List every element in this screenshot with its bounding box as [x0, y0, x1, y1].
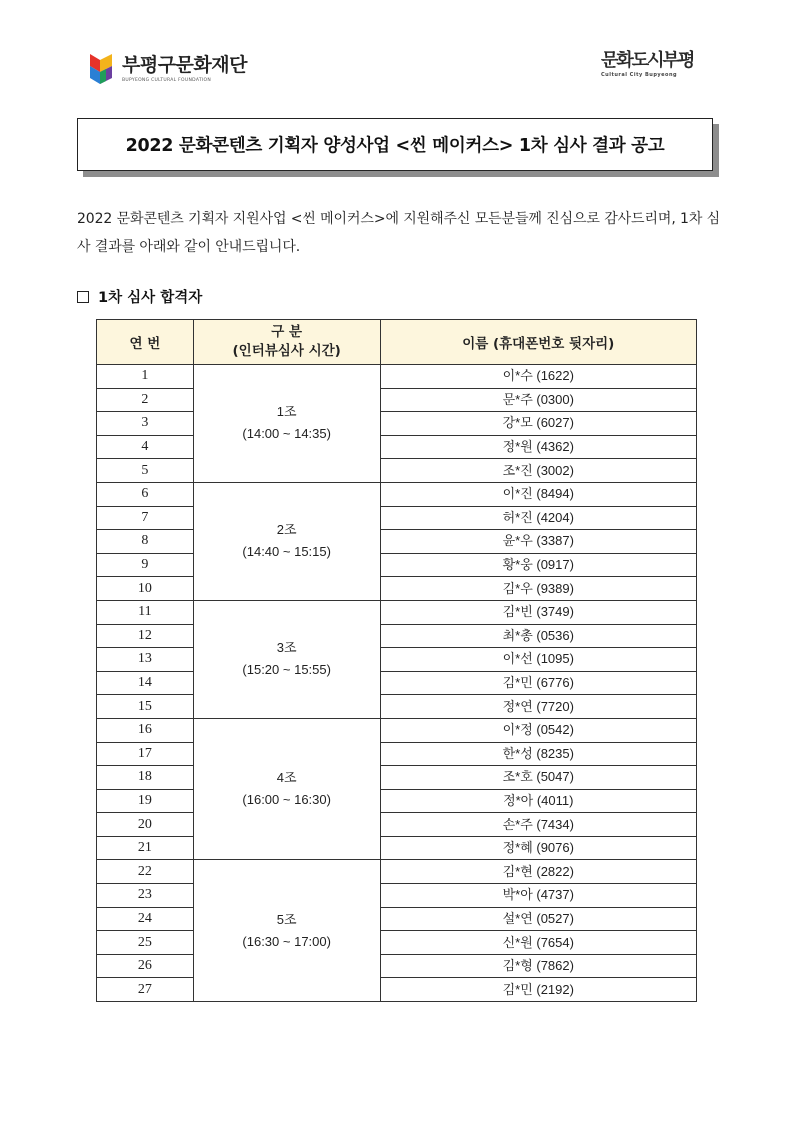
table-row [97, 624, 697, 648]
table-row [97, 435, 697, 459]
foundation-logo [88, 49, 247, 89]
applicant-name: 김*우 (9389) [380, 577, 696, 601]
table-row [97, 671, 697, 695]
group-label: 5조 [276, 911, 297, 927]
applicant-name: 강*모 (6027) [380, 412, 696, 436]
table-row [97, 718, 697, 742]
group-label: 4조 [276, 770, 297, 786]
row-number: 14 [97, 671, 194, 695]
table-row [97, 459, 697, 483]
group-cell [193, 365, 380, 483]
row-number: 2 [97, 388, 194, 412]
row-number: 10 [97, 577, 194, 601]
row-number: 22 [97, 860, 194, 884]
applicant-name: 이*진 (8494) [380, 482, 696, 506]
page-title: 2022 문화콘텐츠 기획자 양성사업 <씬 메이커스> 1차 심사 결과 공고 [125, 136, 665, 156]
row-number: 23 [97, 884, 194, 908]
row-number: 9 [97, 553, 194, 577]
applicant-name: 이*수 (1622) [380, 365, 696, 389]
applicant-name: 윤*우 (3387) [380, 530, 696, 554]
applicant-name: 김*민 (2192) [380, 978, 696, 1002]
row-number: 13 [97, 648, 194, 672]
table-row [97, 530, 697, 554]
header-group-label: 구 분 [271, 324, 303, 340]
table-row [97, 577, 697, 601]
city-logo [601, 50, 701, 78]
group-label: 1조 [276, 404, 297, 420]
row-number: 24 [97, 907, 194, 931]
table-row [97, 860, 697, 884]
applicant-name: 최*총 (0536) [380, 624, 696, 648]
group-label: 2조 [276, 522, 297, 538]
applicant-name: 한*성 (8235) [380, 742, 696, 766]
header-group-sub: (인터뷰심사 시간) [232, 343, 341, 359]
title-box [77, 118, 713, 171]
row-number: 25 [97, 931, 194, 955]
table-row [97, 506, 697, 530]
applicant-name: 허*진 (4204) [380, 506, 696, 530]
applicant-name: 김*민 (6776) [380, 671, 696, 695]
section-title: 1차 심사 합격자 [98, 290, 203, 306]
group-cell [193, 860, 380, 1002]
table-row [97, 978, 697, 1002]
row-number: 7 [97, 506, 194, 530]
group-time: (15:20 ~ 15:55) [242, 662, 331, 678]
row-number: 16 [97, 718, 194, 742]
section-heading [77, 286, 202, 307]
row-number: 5 [97, 459, 194, 483]
row-number: 20 [97, 813, 194, 837]
group-time: (16:00 ~ 16:30) [242, 792, 331, 808]
applicant-name: 정*혜 (9076) [380, 836, 696, 860]
group-cell [193, 482, 380, 600]
table-row [97, 648, 697, 672]
city-name: 문화도시부평 [601, 50, 694, 71]
row-number: 17 [97, 742, 194, 766]
table-row [97, 482, 697, 506]
table-row [97, 553, 697, 577]
table-row [97, 600, 697, 624]
group-cell [193, 718, 380, 860]
table-row [97, 789, 697, 813]
table-row [97, 836, 697, 860]
applicant-name: 이*선 (1095) [380, 648, 696, 672]
table-header-row [97, 320, 697, 365]
applicant-name: 김*현 (2822) [380, 860, 696, 884]
table-row [97, 884, 697, 908]
row-number: 19 [97, 789, 194, 813]
group-time: (14:40 ~ 15:15) [242, 544, 331, 560]
header-group [193, 320, 380, 365]
table-row [97, 365, 697, 389]
applicant-name: 문*주 (0300) [380, 388, 696, 412]
group-label: 3조 [276, 640, 297, 656]
group-cell [193, 600, 380, 718]
foundation-logo-icon [88, 50, 114, 88]
applicant-name: 조*진 (3002) [380, 459, 696, 483]
row-number: 4 [97, 435, 194, 459]
table-row [97, 766, 697, 790]
header-name: 이름 (휴대폰번호 뒷자리) [380, 320, 696, 365]
applicant-name: 신*원 (7654) [380, 931, 696, 955]
table-body [97, 365, 697, 1002]
row-number: 11 [97, 600, 194, 624]
applicant-name: 박*아 (4737) [380, 884, 696, 908]
applicant-name: 김*빈 (3749) [380, 600, 696, 624]
table-row [97, 813, 697, 837]
checkbox-square-icon [77, 291, 89, 303]
row-number: 1 [97, 365, 194, 389]
applicant-name: 정*연 (7720) [380, 695, 696, 719]
row-number: 15 [97, 695, 194, 719]
table-row [97, 412, 697, 436]
row-number: 8 [97, 530, 194, 554]
org-name-en: BUPYEONG CULTURAL FOUNDATION [122, 78, 212, 83]
group-time: (14:00 ~ 14:35) [242, 426, 331, 442]
applicant-name: 조*호 (5047) [380, 766, 696, 790]
applicant-name: 정*아 (4011) [380, 789, 696, 813]
row-number: 26 [97, 954, 194, 978]
row-number: 18 [97, 766, 194, 790]
table-row [97, 907, 697, 931]
row-number: 21 [97, 836, 194, 860]
intro-paragraph: 2022 문화콘텐츠 기획자 지원사업 <씬 메이커스>에 지원해주신 모든분들께 진심으로 감사드리며, 1차 심사 결과를 아래와 같이 안내드립니다. [77, 211, 721, 255]
results-table [96, 319, 697, 1002]
table-row [97, 742, 697, 766]
applicant-name: 정*원 (4362) [380, 435, 696, 459]
table-row [97, 954, 697, 978]
applicant-name: 황*웅 (0917) [380, 553, 696, 577]
org-name: 부평구문화재단 [122, 54, 247, 76]
city-name-en: Cultural City Bupyeong [601, 72, 678, 78]
table-row [97, 388, 697, 412]
applicant-name: 설*연 (0527) [380, 907, 696, 931]
applicant-name: 김*형 (7862) [380, 954, 696, 978]
group-time: (16:30 ~ 17:00) [242, 933, 331, 949]
table-row [97, 931, 697, 955]
row-number: 3 [97, 412, 194, 436]
row-number: 27 [97, 978, 194, 1002]
header-num: 연 번 [97, 320, 194, 365]
row-number: 12 [97, 624, 194, 648]
applicant-name: 손*주 (7434) [380, 813, 696, 837]
table-row [97, 695, 697, 719]
applicant-name: 이*정 (0542) [380, 718, 696, 742]
row-number: 6 [97, 482, 194, 506]
